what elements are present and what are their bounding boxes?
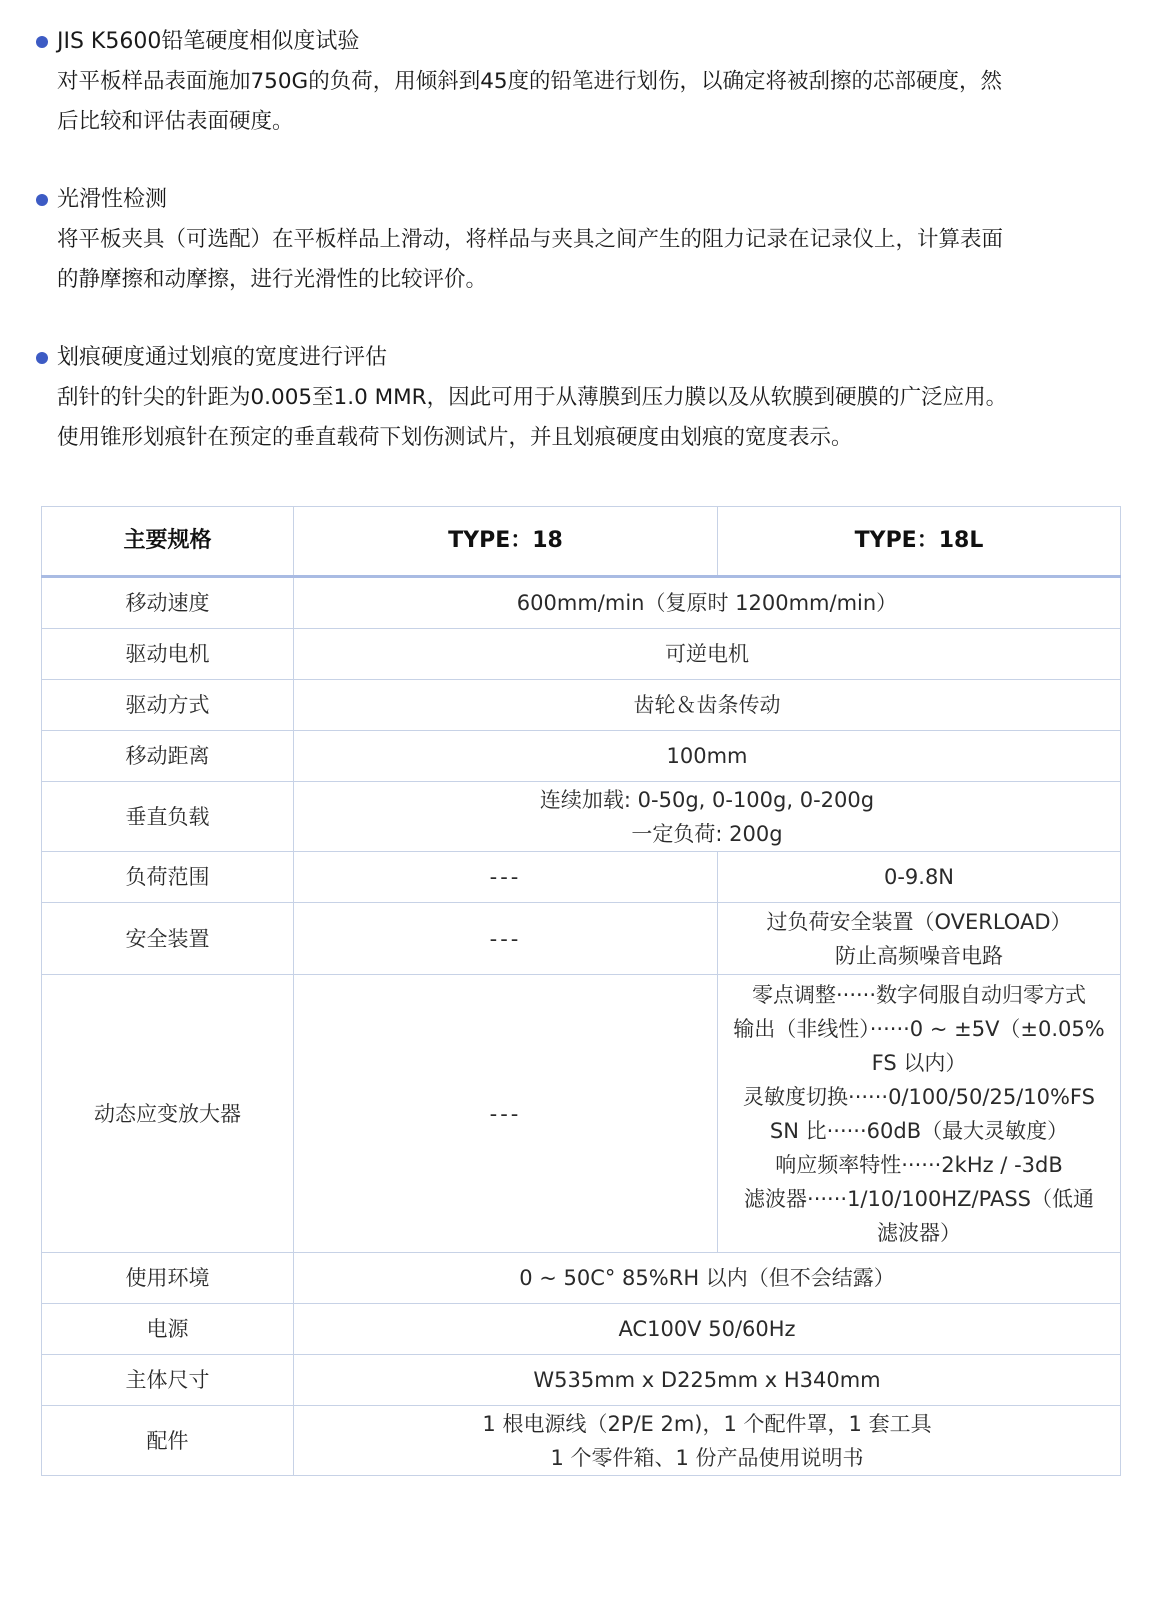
section-body <box>57 62 1136 142</box>
body-line: 将平板夹具（可选配）在平板样品上滑动，将样品与夹具之间产生的阻力记录在记录仪上，计算表面 <box>57 227 1004 252</box>
header-type-18l: TYPE：18L <box>718 507 1121 577</box>
row-value <box>294 1406 1121 1476</box>
section-scratch-hardness <box>36 338 1136 458</box>
table-row <box>42 629 1121 680</box>
value-line: 滤波器） <box>877 1220 961 1245</box>
type-18l-value: 0-9.8N <box>718 852 1121 903</box>
row-value: AC100V 50/60Hz <box>294 1304 1121 1355</box>
row-label: 配件 <box>42 1406 294 1476</box>
row-label: 主体尺寸 <box>42 1355 294 1406</box>
value-line: 一定负荷: 200g <box>631 821 783 846</box>
type-18l-value <box>718 975 1121 1253</box>
value-line: 滤波器······1/10/100HZ/PASS（低通 <box>744 1186 1094 1211</box>
body-line: 的静摩擦和动摩擦，进行光滑性的比较评价。 <box>57 267 488 292</box>
bullet-dot-icon <box>36 352 48 364</box>
type-18-value: --- <box>294 903 718 975</box>
bullet-dot-icon <box>36 36 48 48</box>
table-row <box>42 852 1121 903</box>
section-title: JIS K5600铅笔硬度相似度试验 <box>57 29 360 54</box>
table-row <box>42 577 1121 629</box>
table-row <box>42 731 1121 782</box>
header-type-18: TYPE：18 <box>294 507 718 577</box>
table-row <box>42 975 1121 1253</box>
value-line: 响应频率特性······2kHz / -3dB <box>775 1152 1063 1177</box>
body-line: 刮针的针尖的针距为0.005至1.0 MMR，因此可用于从薄膜到压力膜以及从软膜到硬膜的广泛应用。 <box>57 385 1008 410</box>
section-heading <box>36 338 1136 378</box>
row-value: 齿轮＆齿条传动 <box>294 680 1121 731</box>
table-row <box>42 1355 1121 1406</box>
value-line: 防止高频噪音电路 <box>835 943 1003 968</box>
row-label: 负荷范围 <box>42 852 294 903</box>
table-header-row <box>42 507 1121 577</box>
type-18-value: --- <box>294 852 718 903</box>
section-body <box>57 220 1136 300</box>
body-line: 对平板样品表面施加750G的负荷，用倾斜到45度的铅笔进行划伤，以确定将被刮擦的芯部硬度，然 <box>57 69 1003 94</box>
row-value: 可逆电机 <box>294 629 1121 680</box>
type-18l-value <box>718 903 1121 975</box>
row-label: 使用环境 <box>42 1253 294 1304</box>
row-label: 动态应变放大器 <box>42 975 294 1253</box>
row-label: 垂直负载 <box>42 782 294 852</box>
table-row <box>42 1406 1121 1476</box>
value-line: SN 比······60dB（最大灵敏度） <box>769 1118 1069 1143</box>
body-line: 使用锥形划痕针在预定的垂直载荷下划伤测试片，并且划痕硬度由划痕的宽度表示。 <box>57 425 853 450</box>
section-title: 划痕硬度通过划痕的宽度进行评估 <box>57 345 388 370</box>
section-pencil-hardness <box>36 22 1136 142</box>
table-row <box>42 782 1121 852</box>
value-line: 过负荷安全装置（OVERLOAD） <box>766 909 1072 934</box>
value-line: FS 以内） <box>871 1050 967 1075</box>
section-heading <box>36 22 1136 62</box>
spec-table <box>41 506 1121 1476</box>
table-row <box>42 903 1121 975</box>
row-label: 安全装置 <box>42 903 294 975</box>
value-line: 零点调整······数字伺服自动归零方式 <box>751 982 1087 1007</box>
body-line: 后比较和评估表面硬度。 <box>57 109 294 134</box>
section-smoothness <box>36 180 1136 300</box>
bullet-dot-icon <box>36 194 48 206</box>
row-value: W535mm x D225mm x H340mm <box>294 1355 1121 1406</box>
row-label: 驱动电机 <box>42 629 294 680</box>
section-body <box>57 378 1136 458</box>
header-main-spec: 主要规格 <box>42 507 294 577</box>
section-heading <box>36 180 1136 220</box>
value-line: 1 个零件箱、1 份产品使用说明书 <box>550 1445 864 1470</box>
type-18-value: --- <box>294 975 718 1253</box>
row-label: 移动速度 <box>42 577 294 629</box>
row-value: 100mm <box>294 731 1121 782</box>
row-label: 移动距离 <box>42 731 294 782</box>
row-value: 600mm/min（复原时 1200mm/min） <box>294 577 1121 629</box>
value-line: 输出（非线性）······0 ~ ±5V（±0.05% <box>733 1016 1105 1041</box>
table-row <box>42 680 1121 731</box>
value-line: 灵敏度切换······0/100/50/25/10%FS <box>743 1084 1095 1109</box>
value-line: 连续加载: 0-50g, 0-100g, 0-200g <box>539 787 875 812</box>
row-value: 0 ~ 50C° 85%RH 以内（但不会结露） <box>294 1253 1121 1304</box>
row-label: 电源 <box>42 1304 294 1355</box>
row-value <box>294 782 1121 852</box>
row-label: 驱动方式 <box>42 680 294 731</box>
table-row <box>42 1304 1121 1355</box>
section-title: 光滑性检测 <box>57 187 168 212</box>
table-row <box>42 1253 1121 1304</box>
value-line: 1 根电源线（2P/E 2m)，1 个配件罩，1 套工具 <box>482 1411 932 1436</box>
